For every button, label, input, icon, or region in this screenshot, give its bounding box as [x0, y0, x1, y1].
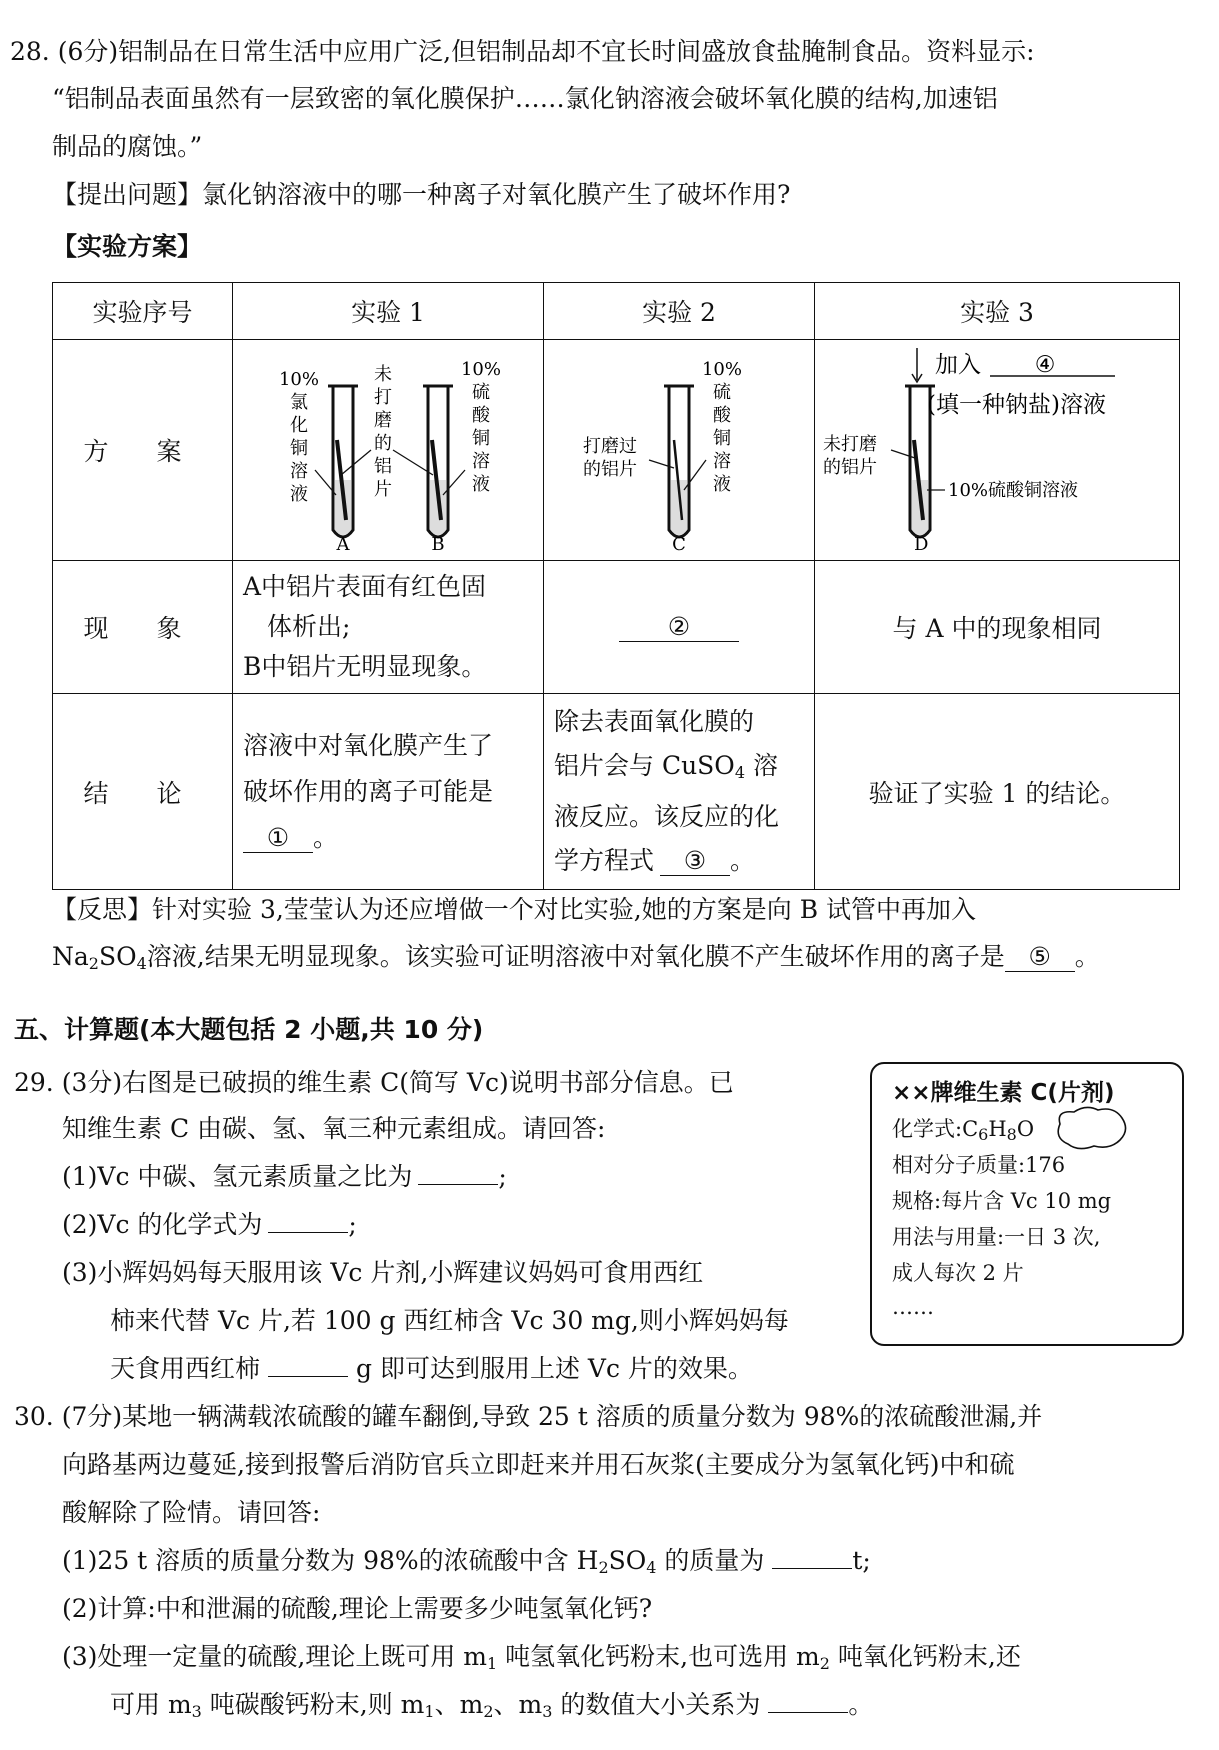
table-row-plan [53, 340, 1180, 561]
conclusion-1-line2: 破坏作用的离子可能是 [243, 776, 494, 806]
test-tube-a [328, 386, 358, 537]
label-a-solution-6: 液 [290, 484, 308, 505]
vc-label-usage1: 用法与用量:一日 3 次, [892, 1225, 1101, 1249]
table-row-phenomenon [53, 561, 1180, 694]
q29-line7: 天食用西红柿 g 即可达到服用上述 Vc 片的效果。 [110, 1354, 753, 1383]
q29-line6: 柿来代替 Vc 片,若 100 g 西红柿含 Vc 30 mg,则小辉妈妈每 [110, 1306, 789, 1335]
blank-1: ① [243, 824, 313, 853]
row-label-plan: 方 案 [53, 340, 233, 561]
conclusion-1-end: 。 [313, 822, 339, 852]
experiment-table [52, 282, 1180, 890]
label-b-solution-2: 硫 [472, 382, 490, 403]
blank-2: ② [619, 613, 739, 642]
conclusion-2-line1: 除去表面氧化膜的 [554, 707, 755, 736]
header-exp-no: 实验序号 [53, 283, 233, 340]
q30-line4: (1)25 t 溶质的质量分数为 98%的浓硫酸中含 $H_2SO_4$ 的质量为 t; [62, 1546, 871, 1577]
q29-line4: (2)Vc 的化学式为 ; [62, 1210, 357, 1239]
vc-label-title: ××牌维生素 C(片剂) [892, 1080, 1115, 1106]
label-a-solution-4: 铜 [290, 438, 308, 459]
label-unpolished-1: 未 [374, 364, 392, 385]
label-c-solution-1: 10% [701, 359, 743, 380]
q28-intro-line3: 制品的腐蚀。” [52, 132, 203, 161]
conclusion-1-line1: 溶液中对氧化膜产生了 [243, 730, 494, 760]
q30-line3: 酸解除了险情。请回答: [62, 1498, 321, 1527]
cell-conclusion-2 [544, 694, 815, 890]
label-b-solution-3: 酸 [472, 405, 490, 426]
section-5-heading: 五、计算题(本大题包括 2 小题,共 10 分) [14, 1015, 484, 1044]
label-fill-sodium-salt: (填一种钠盐)溶液 [927, 392, 1106, 418]
label-unpolished-3: 磨 [374, 410, 392, 431]
label-b-solution-4: 铜 [472, 428, 490, 449]
row-label-phenomenon: 现 象 [53, 561, 233, 694]
label-add: 加入 [935, 352, 981, 378]
q30-line5: (2)计算:中和泄漏的硫酸,理论上需要多少吨氢氧化钙? [62, 1594, 653, 1623]
label-a-solution-5: 溶 [290, 461, 308, 482]
label-b-solution-5: 溶 [472, 451, 490, 472]
conclusion-2-line4: 学方程式 [554, 846, 655, 875]
label-d-unpolished-1: 未打磨 [823, 434, 877, 455]
vc-label-mass: 相对分子质量:176 [892, 1153, 1066, 1177]
cell-phenomenon-3: 与 A 中的现象相同 [815, 561, 1180, 694]
header-exp-3: 实验 3 [815, 283, 1180, 340]
q30-line6: (3)处理一定量的硫酸,理论上既可用 $m_1$ 吨氢氧化钙粉末,也可选用 $m_2$ 吨氧化钙粉末,还 [62, 1642, 1021, 1673]
cell-conclusion-3: 验证了实验 1 的结论。 [815, 694, 1180, 890]
q28-plan-heading: 【实验方案】 [52, 232, 203, 261]
vc-label-usage2: 成人每次 2 片 [892, 1261, 1024, 1285]
conclusion-2-line2: 铝片会与 CuSO$_4$ 溶 [554, 751, 778, 782]
q30-line7: 可用 $m_3$ 吨碳酸钙粉末,则 $m_1$、$m_2$、$m_3$ 的数值大小关系为 。 [110, 1690, 874, 1721]
q29-line2: 知维生素 C 由碳、氢、氧三种元素组成。请回答: [62, 1114, 606, 1143]
conclusion-2-line3: 液反应。该反应的化 [554, 802, 780, 831]
q28-reflection-line1: 【反思】针对实验 3,莹莹认为还应增做一个对比实验,她的方案是向 B 试管中再加入 [52, 895, 977, 924]
table-header-row [53, 283, 1180, 340]
header-exp-2: 实验 2 [544, 283, 815, 340]
blank-4: ④ [1034, 352, 1056, 378]
blank-q29-3 [268, 1376, 348, 1377]
cell-conclusion-1 [233, 694, 544, 890]
label-polished-2: 的铝片 [583, 459, 637, 480]
label-unpolished-5: 铝 [374, 456, 392, 477]
label-d-solution: 10%硫酸铜溶液 [948, 480, 1079, 501]
test-tube-d-figure [815, 340, 1179, 554]
label-c-solution-6: 液 [713, 474, 731, 495]
blank-q29-1 [418, 1184, 498, 1185]
test-tube-c [664, 386, 694, 537]
label-c-solution-2: 硫 [713, 382, 731, 403]
q28-reflection-line2: $Na_2SO_4$溶液,结果无明显现象。该实验可证明溶液中对氧化膜不产生破坏作用的离子是 ⑤ 。 [52, 942, 1100, 973]
label-b-solution-6: 液 [472, 474, 490, 495]
torn-paper-icon [1052, 1104, 1132, 1154]
q28-intro-line1: 28. (6分)铝制品在日常生活中应用广泛,但铝制品却不宜长时间盛放食盐腌制食品。资料显示: [10, 37, 1035, 66]
header-exp-1: 实验 1 [233, 283, 544, 340]
tube-label-a: A [336, 534, 350, 554]
phenomenon-1-line1: A中铝片表面有红色固 [243, 572, 487, 601]
vc-label-formula: 化学式$:C_6H_8O$ [892, 1117, 1035, 1144]
cell-phenomenon-1 [233, 561, 544, 694]
conclusion-2-end: 。 [730, 846, 756, 875]
q29-line5: (3)小辉妈妈每天服用该 Vc 片剂,小辉建议妈妈可食用西红 [62, 1258, 704, 1287]
label-a-solution-1: 10% [278, 369, 320, 390]
tube-label-c: C [672, 534, 686, 554]
label-unpolished-6: 片 [374, 479, 392, 500]
add-arrow-icon [912, 348, 922, 382]
q28-question: 【提出问题】氯化钠溶液中的哪一种离子对氧化膜产生了破坏作用? [52, 180, 791, 209]
label-d-unpolished-2: 的铝片 [823, 457, 877, 478]
figure-exp-3 [815, 340, 1180, 561]
label-unpolished-4: 的 [374, 433, 392, 454]
label-b-solution-1: 10% [460, 359, 502, 380]
table-row-conclusion [53, 694, 1180, 890]
vc-label-spec: 规格:每片含 Vc 10 mg [892, 1189, 1112, 1213]
label-a-solution-2: 氯 [290, 392, 308, 413]
blank-q30-3 [768, 1712, 848, 1713]
q29-line1: 29. (3分)右图是已破损的维生素 C(简写 Vc)说明书部分信息。已 [14, 1068, 734, 1097]
blank-q30-1 [772, 1568, 852, 1569]
blank-5: ⑤ [1005, 943, 1075, 972]
phenomenon-1-line3: B中铝片无明显现象。 [243, 652, 487, 681]
label-c-solution-4: 铜 [713, 428, 731, 449]
q29-line3: (1)Vc 中碳、氢元素质量之比为 ; [62, 1162, 507, 1191]
label-a-solution-3: 化 [290, 415, 308, 436]
q30-line1: 30. (7分)某地一辆满载浓硫酸的罐车翻倒,导致 25 t 溶质的质量分数为 98%的浓硫酸泄漏,并 [14, 1402, 1043, 1431]
phenomenon-1-line2: 体析出; [267, 612, 351, 641]
tube-label-d: D [914, 534, 929, 554]
vc-label-ellipsis: …… [892, 1295, 934, 1319]
test-tubes-a-b-figure [233, 340, 543, 554]
figure-exp-1 [233, 340, 544, 561]
figure-exp-2 [544, 340, 815, 561]
label-polished-1: 打磨过 [583, 436, 637, 457]
blank-q29-2 [268, 1232, 348, 1233]
label-c-solution-3: 酸 [713, 405, 731, 426]
vitamin-c-label-card [870, 1062, 1184, 1346]
label-unpolished-2: 打 [374, 387, 392, 408]
test-tube-c-figure [544, 340, 814, 554]
label-c-solution-5: 溶 [713, 451, 731, 472]
row-label-conclusion: 结 论 [53, 694, 233, 890]
cell-phenomenon-2 [544, 561, 815, 694]
test-tube-b [423, 386, 453, 537]
q28-intro-line2: “铝制品表面虽然有一层致密的氧化膜保护……氯化钠溶液会破坏氧化膜的结构,加速铝 [52, 84, 998, 113]
q30-line2: 向路基两边蔓延,接到报警后消防官兵立即赶来并用石灰浆(主要成分为氢氧化钙)中和硫 [62, 1450, 1015, 1479]
blank-3: ③ [660, 847, 730, 876]
tube-label-b: B [431, 534, 445, 554]
